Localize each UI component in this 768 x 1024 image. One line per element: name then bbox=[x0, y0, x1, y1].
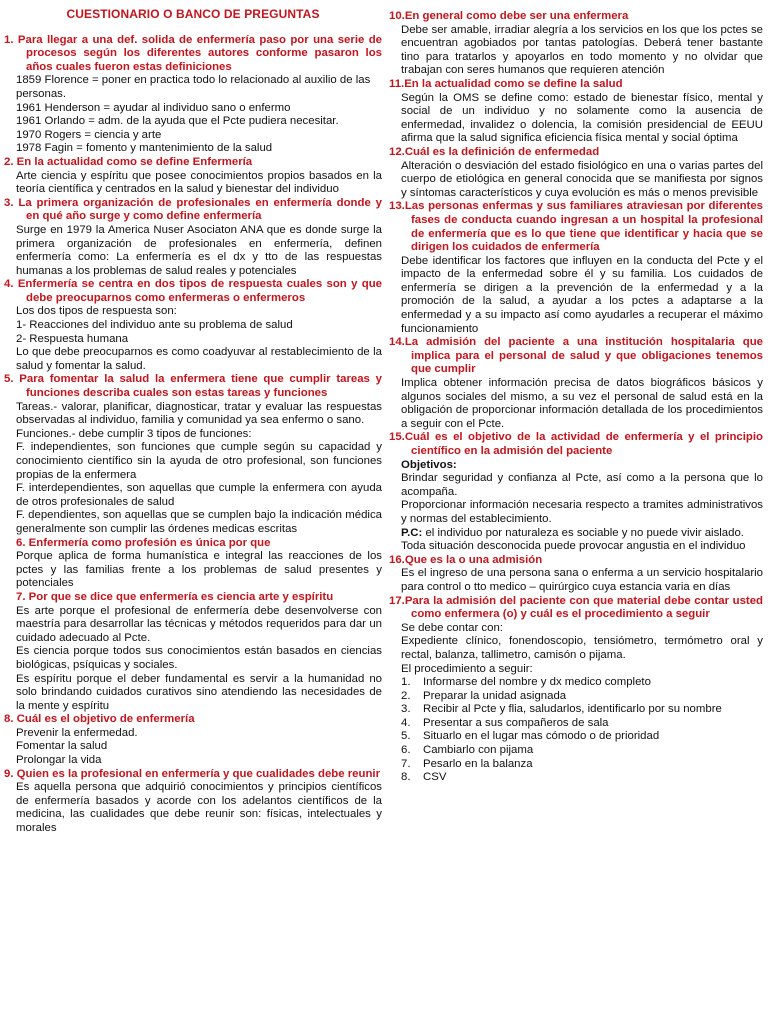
answer-4-item: 2- Respuesta humana bbox=[16, 332, 129, 345]
answer-5-f2: F. interdependientes, son aquellas que cumple la enfermera con ayuda de otros profesionales de salud bbox=[16, 482, 382, 508]
answer-1-line: 1970 Rogers = ciencia y arte bbox=[16, 128, 162, 141]
answer-4-text: Lo que debe preocuparnos es como coadyuvar al restablecimiento de la salud y fomentar la salud. bbox=[16, 346, 382, 372]
right-column bbox=[389, 10, 763, 785]
question-11: 11.En la actualidad como se define la salud bbox=[389, 77, 623, 90]
question-13: 13.Las personas enfermas y sus familiares atraviesan por diferentes fases de conducta cuando ingresan a un hospital la profesional de enfermería que es lo que tiene que identificar y hacia que se dirigen los cuidados de enfermería bbox=[389, 200, 763, 254]
question-6: 6. Enfermería como profesión es única por que bbox=[16, 536, 271, 549]
answer-17-material: Expediente clínico, fonendoscopio, tensiómetro, termómetro oral y rectal, balanza, tallimetro, camisón o pijama. bbox=[401, 635, 763, 661]
answer-12: Alteración o desviación del estado fisiológico en una o varias partes del cuerpo de etiológica en general conocida que se manifiesta por signos y síntomas característicos y cuya evolución es más o menos previsible bbox=[401, 159, 763, 199]
procedure-step-text: CSV bbox=[423, 771, 447, 784]
answer-8 bbox=[4, 727, 382, 768]
answer-3: Surge en 1979 la America Nuser Asociaton ANA que es donde surge la primera organización de profesionales en enfermería, definen enfermería como: La enfermería es el dx y tto de las respuestas humanas a los problemas de salud reales y potenciales bbox=[16, 223, 382, 277]
answer-5-tareas: Tareas.- valorar, planificar, diagnosticar, tratar y evaluar las respuestas observadas al individuo, familia y comunidad ya sea enfermo o sano. bbox=[16, 400, 382, 427]
procedure-step: 1. Informarse del nombre y dx medico completo bbox=[401, 676, 651, 689]
question-10: 10.En general como debe ser una enfermera bbox=[389, 10, 629, 22]
answer-5-f3: F. dependientes, son aquellas que se cumplen bajo la indicación médica generalmente son cumplir las órdenes medicas escritas bbox=[16, 509, 382, 535]
answer-7 bbox=[4, 605, 382, 714]
answer-17 bbox=[389, 622, 763, 785]
answer-8-item: Fomentar la salud bbox=[16, 740, 108, 753]
objective-2: Proporcionar información necesaria respecto a tramites administrativos y normas del establecimiento. bbox=[401, 499, 763, 525]
procedure-step-text: Recibir al Pcte y flia, saludarlos, identificarlo por su nombre bbox=[423, 703, 722, 716]
procedure-step: 3. Recibir al Pcte y flia, saludarlos, identificarlo por su nombre bbox=[401, 703, 722, 716]
principle-2: Toda situación desconocida puede provocar angustia en el individuo bbox=[401, 540, 746, 553]
page-title: CUESTIONARIO O BANCO DE PREGUNTAS bbox=[66, 7, 320, 21]
answer-15 bbox=[389, 459, 763, 554]
procedure-step: 5. Situarlo en el lugar mas cómodo o de prioridad bbox=[401, 730, 660, 743]
answer-1 bbox=[4, 74, 382, 156]
question-8: 8. Cuál es el objetivo de enfermería bbox=[4, 713, 195, 726]
answer-7-espiritu: Es espíritu porque el deber fundamental es servir a la humanidad no solo brindando cuidados curativos sino atendiendo las necesidades de la mente y espíritu bbox=[16, 672, 382, 712]
question-12: 12.Cuál es la definición de enfermedad bbox=[389, 145, 600, 158]
question-1: 1. Para llegar a una def. solida de enfermería paso por una serie de procesos según los diferentes autores conforme pasaron los años cuales fueron estas definiciones bbox=[4, 33, 382, 73]
answer-4-item: 1- Reacciones del individuo ante su problema de salud bbox=[16, 319, 293, 332]
answer-1-line: 1978 Fagin = fomento y mantenimiento de la salud bbox=[16, 142, 273, 155]
answer-7-arte: Es arte porque el profesional de enfermería debe desenvolverse con maestría para desarrollar las técnicas y métodos requeridos para dar un cuidado adecuado al Pcte. bbox=[16, 604, 382, 644]
answer-5 bbox=[4, 401, 382, 537]
left-column bbox=[4, 8, 382, 836]
answer-1-line: 1859 Florence = poner en practica todo lo relacionado al auxilio de las personas. bbox=[16, 74, 371, 100]
principle-text: el individuo por naturaleza es sociable y no puede vivir aislado. bbox=[422, 526, 744, 539]
procedure-step: 6. Cambiarlo con pijama bbox=[401, 744, 534, 757]
procedure-step: 8. CSV bbox=[401, 771, 447, 784]
question-5: 5. Para fomentar la salud la enfermera tiene que cumplir tareas y funciones describa cuales son estas tareas y funciones bbox=[4, 373, 382, 400]
answer-16: Es el ingreso de una persona sana o enferma a un servicio hospitalario para control o tto medico – quirúrgico cuya estancia varia en días bbox=[401, 567, 763, 593]
procedure-step-text: Situarlo en el lugar mas cómodo o de prioridad bbox=[423, 730, 660, 743]
objective-1: Brindar seguridad y confianza al Pcte, así como a la persona que lo acompaña. bbox=[401, 472, 763, 498]
answer-4 bbox=[4, 305, 382, 373]
answer-10: Debe ser amable, irradiar alegría a los servicios en los que los pctes se encuentran agobiados por tantas patologías. Deberá tener bastante tino para tratarlos y apoyarlos en todo momento y no olvidar que trabajan con seres humanos que requieren atención bbox=[401, 23, 763, 77]
question-3: 3. La primera organización de profesionales en enfermería donde y en qué año surge y como define enfermería bbox=[4, 196, 382, 223]
answer-13: Debe identificar los factores que influyen en la conducta del Pcte y el impacto de la enfermedad sobre él y su familia. Los cuidados de enfermería se dirigen a la prevención de la enfermedad y a la promoción de la salud, a ayudar a los pctes a adaptarse a la enfermedad y a su impacto así como ayudarles a recuperar el máximo funcionamiento bbox=[401, 254, 763, 335]
answer-1-line: 1961 Orlando = adm. de la ayuda que el Pcte pudiera necesitar. bbox=[16, 115, 339, 128]
answer-9: Es aquella persona que adquirió conocimientos y principios científicos de enfermería basados y acorde con los adelantos científicos de la medicina, las cualidades que debe reunir son: físicas, intelectuales y morales bbox=[16, 781, 382, 835]
procedure-step-text: Preparar la unidad asignada bbox=[423, 689, 567, 702]
procedure-step: 7. Pesarlo en la balanza bbox=[401, 757, 533, 770]
procedure-step-text: Pesarlo en la balanza bbox=[423, 757, 533, 770]
answer-17-intro: Se debe contar con: bbox=[401, 621, 503, 634]
procedure-step-text: Presentar a sus compañeros de sala bbox=[423, 716, 609, 729]
answer-1-line: 1961 Henderson = ayudar al individuo sano o enfermo bbox=[16, 101, 291, 114]
question-15: 15.Cuál es el objetivo de la actividad de enfermería y el principio científico en la admisión del paciente bbox=[389, 431, 763, 457]
procedure-step-text: Informarse del nombre y dx medico completo bbox=[423, 676, 651, 689]
answer-2: Arte ciencia y espíritu que posee conocimientos propios basados en la teoría científica y centrados en la salud y bienestar del individuo bbox=[16, 169, 382, 196]
answer-14: Implica obtener información precisa de datos biográficos básicos y algunos sociales del mismo, a su vez el personal de salud está en la obligación de proporcionar información detallada de los procedimientos a seguir con el Pcte. bbox=[401, 377, 763, 430]
answer-17-proc: El procedimiento a seguir: bbox=[401, 662, 533, 675]
principle bbox=[401, 527, 763, 541]
answer-7-ciencia: Es ciencia porque todos sus conocimientos están basados en ciencias biológicas, psíquicas y sociales. bbox=[16, 645, 382, 671]
answer-11: Según la OMS se define como: estado de bienestar físico, mental y social de un individuo y no solamente como la ausencia de enfermedad, invalidez o dolencia, la comisión presidencial de EEUU afirma que la salud significa eficiencia física mental y social óptima bbox=[401, 91, 763, 145]
principle-label: P.C: bbox=[401, 526, 423, 539]
answer-8-item: Prevenir la enfermedad. bbox=[16, 726, 138, 739]
procedure-step: 2. Preparar la unidad asignada bbox=[401, 689, 567, 702]
answer-6: Porque aplica de forma humanística e integral las reacciones de los pctes y las familias frente a los problemas de salud presentes y potenciales bbox=[16, 550, 382, 590]
procedure-step: 4. Presentar a sus compañeros de sala bbox=[401, 716, 609, 729]
question-16: 16.Que es la o una admisión bbox=[389, 553, 543, 566]
answer-5-funciones: Funciones.- debe cumplir 3 tipos de funciones: bbox=[16, 427, 252, 440]
answer-8-item: Prolongar la vida bbox=[16, 754, 102, 767]
question-7: 7. Por que se dice que enfermería es ciencia arte y espíritu bbox=[16, 590, 334, 603]
answer-4-intro: Los dos tipos de respuesta son: bbox=[16, 305, 177, 318]
question-14: 14.La admisión del paciente a una institución hospitalaria que implica para el personal de salud y que obligaciones tenemos que cumplir bbox=[389, 336, 763, 376]
question-4: 4. Enfermería se centra en dos tipos de respuesta cuales son y que debe preocuparnos como enfermeras o enfermeros bbox=[4, 278, 382, 304]
objectives-label: Objetivos: bbox=[401, 458, 457, 471]
question-17: 17.Para la admisión del paciente con que material debe contar usted como enfermera (o) y cuál es el procedimiento a seguir bbox=[389, 594, 763, 621]
question-2: 2. En la actualidad como se define Enfermería bbox=[4, 155, 253, 168]
question-9: 9. Quien es la profesional en enfermería y que cualidades debe reunir bbox=[4, 767, 381, 780]
procedure-step-text: Cambiarlo con pijama bbox=[423, 744, 534, 757]
answer-5-f1: F. independientes, son funciones que cumple según su capacidad y conocimiento científico sin la ayuda de otro profesional, son funciones propias de la enfermera bbox=[16, 441, 382, 481]
